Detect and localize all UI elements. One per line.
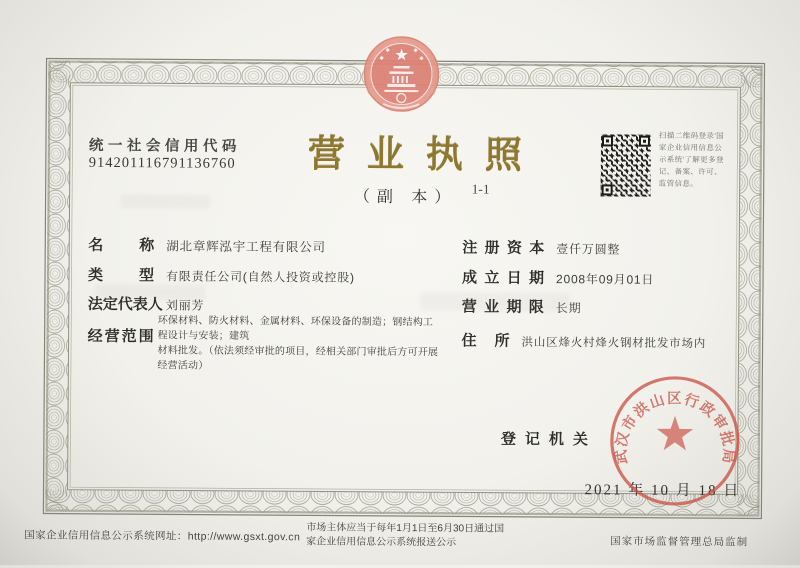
qr-instruction-text: 扫描二维码登录'国家企业信用信息公示系统'了解更多登记、备案、许可、监管信息。 xyxy=(658,130,725,189)
field-label: 营业期限 xyxy=(461,298,544,317)
field-row-address xyxy=(462,329,707,352)
qr-finder-icon xyxy=(602,184,613,195)
license-subtitle: （副 本） xyxy=(353,188,458,207)
ink-bleed-mark xyxy=(95,284,205,301)
copy-number: 1-1 xyxy=(471,181,490,197)
credit-code-value: 914201116791136760 xyxy=(88,154,236,172)
field-label: 成立日期 xyxy=(461,269,545,288)
field-value: 2008年09月01日 xyxy=(555,272,655,287)
scope-line-2: 材料批发。（依法须经审批的项目，经相关部门审批后方可开展经营活动） xyxy=(157,345,439,372)
field-label: 类型 xyxy=(87,266,155,285)
footer-notice-line-1: 市场主体应当于每年1月1日至6月30日通过国 xyxy=(306,522,505,535)
qr-code xyxy=(601,134,651,196)
field-value: 刘丽芳 xyxy=(165,298,205,313)
field-row-scope-value xyxy=(157,313,439,375)
ink-bleed-mark xyxy=(420,292,570,311)
license-title: 营业执照 xyxy=(307,131,545,178)
field-label: 注册资本 xyxy=(462,239,545,258)
field-label: 住所 xyxy=(461,332,510,350)
official-seal xyxy=(604,370,745,511)
field-row-scope-label xyxy=(88,325,154,346)
field-row-capital xyxy=(462,236,620,258)
field-row-name xyxy=(88,234,326,257)
qr-finder-icon xyxy=(602,135,613,146)
qr-finder-icon xyxy=(639,136,650,147)
footer-notice-line-2: 家企业信用信息公示系统报送公示 xyxy=(306,536,457,549)
issue-date: 2021 年 10 月 18 日 xyxy=(584,482,741,500)
field-value: 湖北章辉泓宇工程有限公司 xyxy=(166,239,326,255)
ink-bleed-mark xyxy=(121,194,211,209)
footer-reporting-notice xyxy=(306,521,556,551)
scope-line-1: 环保材料、防火材料、金属材料、环保设备的制造；钢结构工程设计与安装；建筑 xyxy=(157,315,434,342)
registration-authority-label: 登记机关 xyxy=(500,430,597,449)
field-label: 法定代表人 xyxy=(87,295,163,314)
footer-issuer: 国家市场监督管理总局监制 xyxy=(610,535,749,549)
field-value: 洪山区烽火村烽火钢材批发市场内 xyxy=(521,336,707,351)
field-value: 有限责任公司(自然人投资或控股) xyxy=(165,269,355,285)
seal-text: 武汉市洪山区行政审批局 xyxy=(613,391,737,465)
field-row-established xyxy=(462,266,654,288)
field-value: 长期 xyxy=(555,301,582,316)
seal-star-icon xyxy=(657,416,693,451)
field-value: 壹仟万圆整 xyxy=(556,242,621,257)
credit-code-label: 统一社会信用代码 xyxy=(88,137,241,155)
field-label: 名称 xyxy=(88,236,155,255)
footer-public-system-url: 国家企业信用信息公示系统网址：http://www.gsxt.gov.cn xyxy=(24,529,301,544)
field-label: 经营范围 xyxy=(87,327,154,346)
national-emblem-icon xyxy=(353,24,450,133)
